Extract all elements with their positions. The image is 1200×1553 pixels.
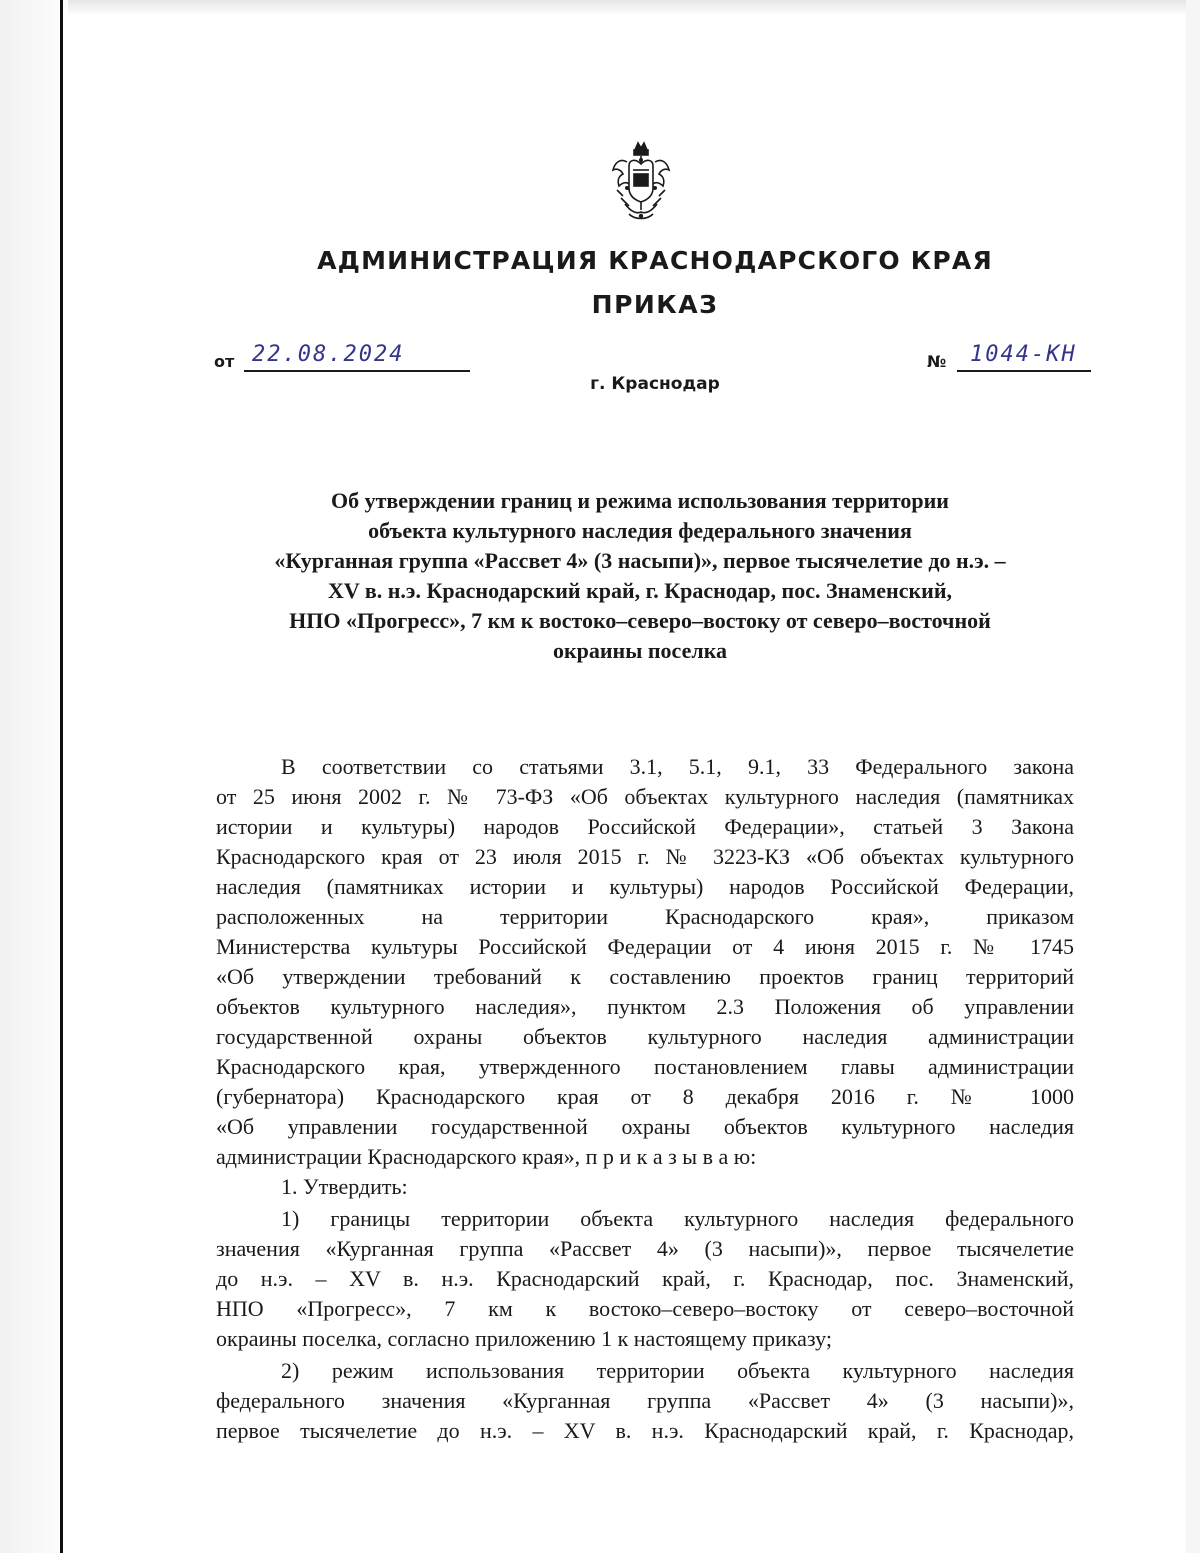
city: г. Краснодар	[590, 374, 720, 394]
body-line: расположенных на территории Краснодарского края», приказом	[216, 904, 1074, 929]
body-line: от 25 июня 2002 г. № 73-ФЗ «Об объектах культурного наследия (памятниках	[216, 784, 1074, 809]
title-line: НПО «Прогресс», 7 км к востоко–северо–востоку от северо–восточной	[289, 608, 991, 633]
date-label: от	[214, 352, 235, 371]
scan-right-margin	[1186, 0, 1200, 1553]
body-line: В соответствии со статьями 3.1, 5.1, 9.1, 33 Федерального закона	[281, 754, 1074, 779]
number-label: №	[927, 352, 947, 371]
scan-left-edge-line	[60, 0, 63, 1553]
body-line: Министерства культуры Российской Федерации от 4 июня 2015 г. № 1745	[216, 934, 1074, 959]
number-value: 1044-КН	[970, 342, 1077, 367]
body-line: до н.э. – XV в. н.э. Краснодарский край, г. Краснодар, пос. Знаменский,	[216, 1266, 1074, 1291]
body-line: Краснодарского края от 23 июля 2015 г. № 3223-КЗ «Об объектах культурного	[216, 844, 1074, 869]
title-line: XV в. н.э. Краснодарский край, г. Краснодар, пос. Знаменский,	[328, 578, 952, 603]
coat-of-arms-emblem	[607, 140, 675, 224]
body-line: первое тысячелетие до н.э. – XV в. н.э. Краснодарский край, г. Краснодар,	[216, 1418, 1074, 1443]
body-line: 1. Утвердить:	[281, 1174, 408, 1199]
document-body	[216, 752, 1074, 1446]
body-line: значения «Курганная группа «Рассвет 4» (3 насыпи)», первое тысячелетие	[216, 1236, 1074, 1261]
body-line: федерального значения «Курганная группа «Рассвет 4» (3 насыпи)»,	[216, 1388, 1074, 1413]
document-title	[200, 486, 1080, 666]
body-line: государственной охраны объектов культурного наследия администрации	[216, 1024, 1074, 1049]
scan-top-shadow	[0, 0, 1200, 16]
title-line: окраины поселка	[552, 638, 728, 663]
coat-of-arms-icon	[607, 140, 675, 224]
body-line: истории и культуры) народов Российской Федерации», статьей 3 Закона	[216, 814, 1074, 839]
organization-name: АДМИНИСТРАЦИЯ КРАСНОДАРСКОГО КРАЯ	[317, 246, 993, 275]
title-line: объекта культурного наследия федерального значения	[368, 518, 912, 543]
body-line: (губернатора) Краснодарского края от 8 декабря 2016 г. № 1000	[216, 1084, 1074, 1109]
body-line: администрации Краснодарского края», п р и к а з ы в а ю:	[216, 1144, 757, 1169]
document-type: ПРИКАЗ	[591, 290, 719, 319]
body-line: 2) режим использования территории объекта культурного наследия	[281, 1358, 1074, 1383]
body-line: Краснодарского края, утвержденного постановлением главы администрации	[216, 1054, 1074, 1079]
body-line: объектов культурного наследия», пунктом 2.3 Положения об управлении	[216, 994, 1074, 1019]
body-line: НПО «Прогресс», 7 км к востоко–северо–востоку от северо–восточной	[216, 1296, 1074, 1321]
body-line: наследия (памятниках истории и культуры) народов Российской Федерации,	[216, 874, 1074, 899]
body-line: 1) границы территории объекта культурного наследия федерального	[281, 1206, 1074, 1231]
number-underline	[957, 370, 1091, 372]
body-line: «Об управлении государственной охраны объектов культурного наследия	[216, 1114, 1074, 1139]
body-line: «Об утверждении требований к составлению проектов границ территорий	[216, 964, 1074, 989]
scan-left-margin	[0, 0, 68, 1553]
title-line: Об утверждении границ и режима использования территории	[331, 488, 949, 513]
date-underline	[244, 370, 470, 372]
date-value: 22.08.2024	[252, 342, 405, 367]
title-line: «Курганная группа «Рассвет 4» (3 насыпи)», первое тысячелетие до н.э. –	[274, 548, 1006, 573]
body-line: окраины поселка, согласно приложению 1 к настоящему приказу;	[216, 1326, 832, 1351]
